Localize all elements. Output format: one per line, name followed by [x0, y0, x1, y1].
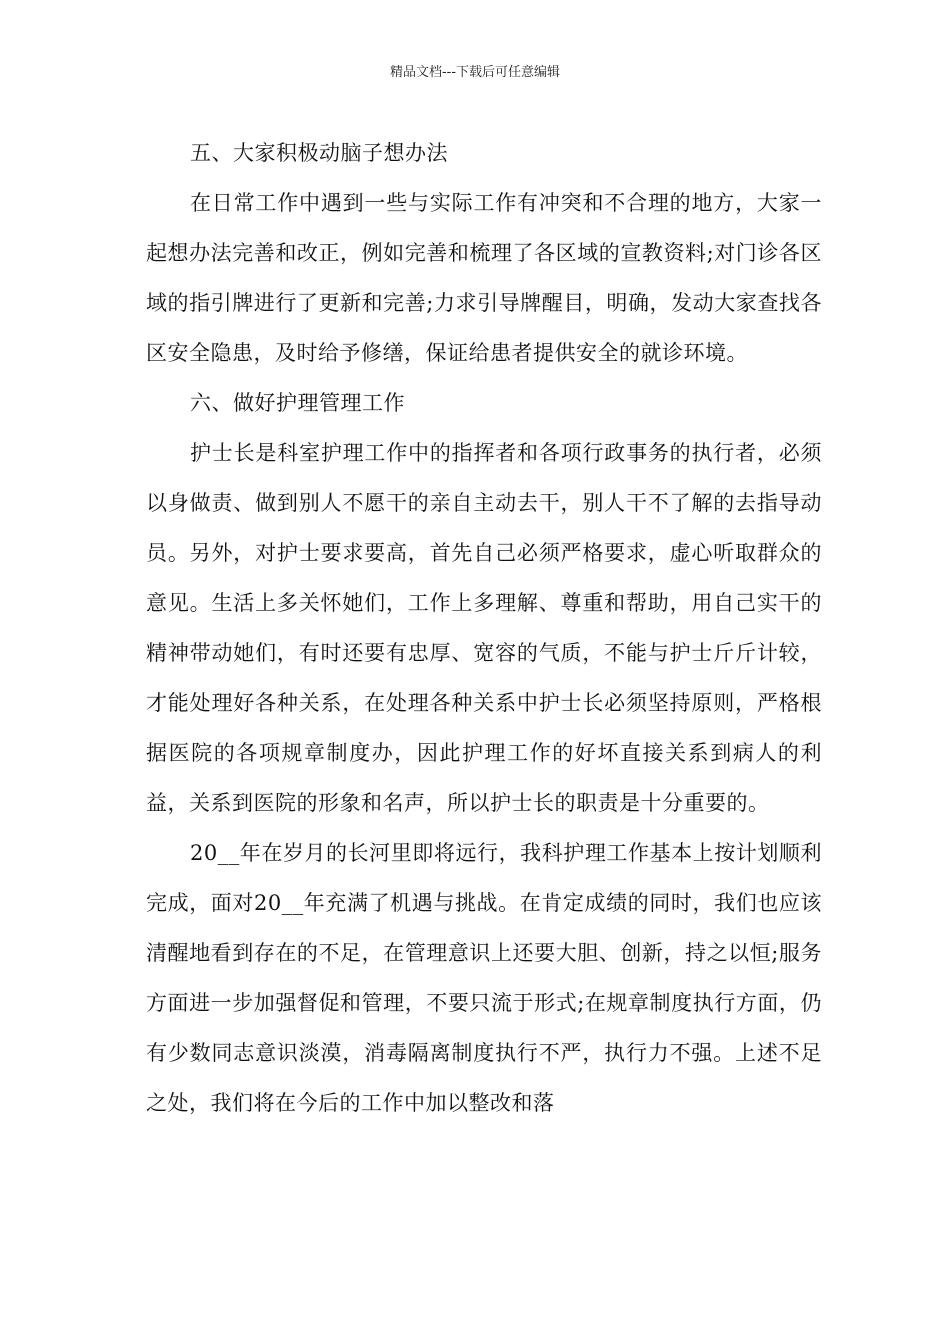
paragraph: 20__年在岁月的长河里即将远行，我科护理工作基本上按计划顺利完成，面对20__年充满了机遇与挑战。在肯定成绩的同时，我们也应该清醒地看到存在的不足，在管理意识上还要大胆、创新，持之以恒;服务方面进一步加强督促和管理，不要只流于形式;在规章制度执行方面，仍有少数同志意识淡漠，消毒隔离制度执行不严，执行力不强。上述不足之处，我们将在今后的工作中加以整改和落 — [146, 841, 822, 1115]
paragraph: 在日常工作中遇到一些与实际工作有冲突和不合理的地方，大家一起想办法完善和改正，例如完善和梳理了各区域的宣教资料;对门诊各区域的指引牌进行了更新和完善;力求引导牌醒目，明确，发动大家查找各区安全隐患，及时给予修缮，保证给患者提供安全的就诊环境。 — [146, 191, 822, 365]
section-heading-6: 六、做好护理管理工作 — [190, 391, 405, 415]
page-header: 精品文档---下载后可任意编辑 — [389, 65, 561, 80]
document-body — [146, 128, 822, 1128]
section-heading-5: 五、大家积极动脑子想办法 — [190, 141, 448, 165]
paragraph: 护士长是科室护理工作中的指挥者和各项行政事务的执行者，必须以身做责、做到别人不愿干的亲自主动去干，别人干不了解的去指导动员。另外，对护士要求要高，首先自己必须严格要求，虚心听取群众的意见。生活上多关怀她们，工作上多理解、尊重和帮助，用自己实干的精神带动她们，有时还要有忠厚、宽容的气质，不能与护士斤斤计较，才能处理好各种关系，在处理各种关系中护士长必须坚持原则，严格根据医院的各项规章制度办，因此护理工作的好坏直接关系到病人的利益，关系到医院的形象和名声，所以护士长的职责是十分重要的。 — [146, 441, 822, 815]
